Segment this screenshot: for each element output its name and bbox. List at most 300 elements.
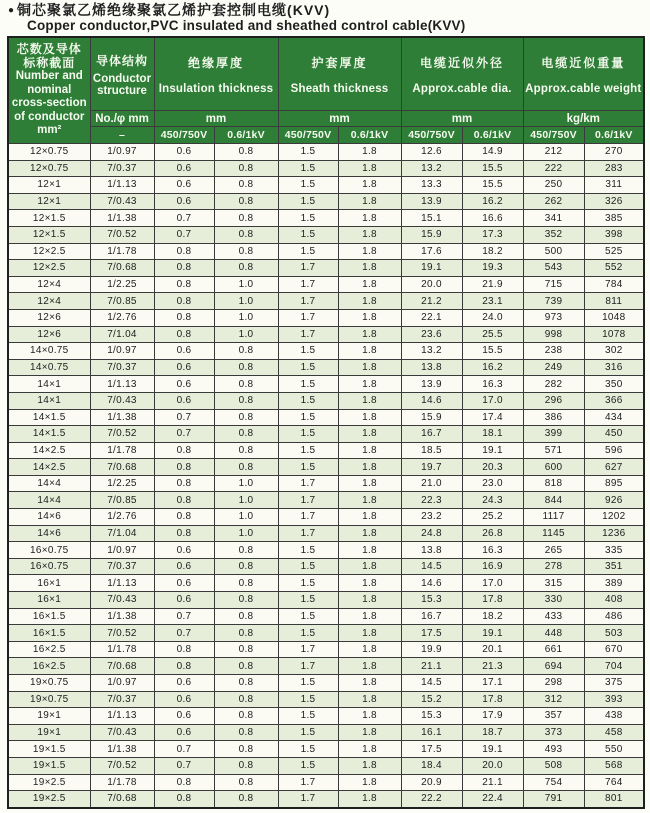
cell: 13.2 bbox=[401, 160, 462, 177]
cell: 16.2 bbox=[462, 193, 523, 210]
header-weight-en: Approx.cable weight bbox=[525, 82, 642, 95]
cell: 16.1 bbox=[401, 724, 462, 741]
cell: 1.5 bbox=[278, 625, 338, 642]
cell: 0.8 bbox=[214, 359, 278, 376]
cell: 278 bbox=[523, 558, 584, 575]
table-row bbox=[8, 260, 644, 277]
cell: 21.1 bbox=[401, 658, 462, 675]
table-body bbox=[8, 144, 644, 808]
cell: 0.8 bbox=[214, 708, 278, 725]
cell: 21.1 bbox=[462, 774, 523, 791]
unit-sheath: mm bbox=[278, 111, 401, 127]
cell: 508 bbox=[523, 757, 584, 774]
table-header bbox=[8, 37, 644, 144]
cell: 0.7 bbox=[154, 409, 214, 426]
cell: 0.8 bbox=[154, 525, 214, 542]
cell: 670 bbox=[584, 641, 644, 658]
cell: 926 bbox=[584, 492, 644, 509]
cell: 1.5 bbox=[278, 442, 338, 459]
cell: 17.0 bbox=[462, 392, 523, 409]
cell: 14×0.75 bbox=[8, 359, 90, 376]
cell: 1/2.76 bbox=[90, 309, 154, 326]
cell: 754 bbox=[523, 774, 584, 791]
cell: 1.8 bbox=[338, 791, 401, 808]
table-row bbox=[8, 326, 644, 343]
cell: 1.7 bbox=[278, 525, 338, 542]
cell: 0.8 bbox=[154, 442, 214, 459]
header-structure-sub: No./φ mm bbox=[90, 111, 154, 127]
cell: 7/1.04 bbox=[90, 525, 154, 542]
cell: 1.5 bbox=[278, 160, 338, 177]
header-cores-unit: mm² bbox=[37, 124, 62, 137]
cell: 973 bbox=[523, 309, 584, 326]
cell: 16×0.75 bbox=[8, 558, 90, 575]
cell: 19.1 bbox=[462, 625, 523, 642]
cell: 0.8 bbox=[214, 542, 278, 559]
cell: 12×0.75 bbox=[8, 144, 90, 161]
cell: 1.8 bbox=[338, 741, 401, 758]
cell: 0.8 bbox=[214, 641, 278, 658]
cell: 1.8 bbox=[338, 376, 401, 393]
cell: 25.5 bbox=[462, 326, 523, 343]
cell: 7/0.52 bbox=[90, 226, 154, 243]
cell: 0.8 bbox=[214, 675, 278, 692]
cell: 1.5 bbox=[278, 359, 338, 376]
page-title-block bbox=[0, 0, 650, 33]
cell: 0.6 bbox=[154, 343, 214, 360]
cell: 1145 bbox=[523, 525, 584, 542]
cell: 1/1.13 bbox=[90, 376, 154, 393]
cell: 627 bbox=[584, 459, 644, 476]
cell: 14×4 bbox=[8, 492, 90, 509]
cell: 393 bbox=[584, 691, 644, 708]
title-line-en: Copper conductor,PVC insulated and sheathed control cable(KVV) bbox=[27, 18, 466, 33]
cell: 15.1 bbox=[401, 210, 462, 227]
cell: 21.0 bbox=[401, 475, 462, 492]
header-structure-zh: 导体结构 bbox=[95, 53, 148, 68]
cell: 14×1.5 bbox=[8, 409, 90, 426]
cell: 311 bbox=[584, 177, 644, 194]
cell: 1.5 bbox=[278, 724, 338, 741]
cell: 24.3 bbox=[462, 492, 523, 509]
cell: 0.7 bbox=[154, 426, 214, 443]
table-row bbox=[8, 509, 644, 526]
cell: 270 bbox=[584, 144, 644, 161]
unit-weight: kg/km bbox=[523, 111, 644, 127]
cell: 341 bbox=[523, 210, 584, 227]
cell: 0.8 bbox=[214, 575, 278, 592]
header-cores-en1: Number and bbox=[15, 70, 83, 83]
cell: 458 bbox=[584, 724, 644, 741]
cell: 14×4 bbox=[8, 475, 90, 492]
table-row bbox=[8, 243, 644, 260]
cell: 1.8 bbox=[338, 675, 401, 692]
cell: 1.8 bbox=[338, 757, 401, 774]
cell: 7/0.52 bbox=[90, 757, 154, 774]
cell: 18.1 bbox=[462, 426, 523, 443]
cell: 1.0 bbox=[214, 326, 278, 343]
cell: 15.5 bbox=[462, 343, 523, 360]
cell: 19.1 bbox=[401, 260, 462, 277]
cell: 350 bbox=[584, 376, 644, 393]
cell: 22.3 bbox=[401, 492, 462, 509]
cell: 17.6 bbox=[401, 243, 462, 260]
cell: 0.6 bbox=[154, 542, 214, 559]
cell: 0.7 bbox=[154, 210, 214, 227]
cell: 571 bbox=[523, 442, 584, 459]
cell: 21.2 bbox=[401, 293, 462, 310]
cell: 13.8 bbox=[401, 359, 462, 376]
cell: 1.0 bbox=[214, 509, 278, 526]
cell: 408 bbox=[584, 592, 644, 609]
table-row bbox=[8, 641, 644, 658]
title-line-zh bbox=[8, 3, 650, 18]
cell: 16×1 bbox=[8, 592, 90, 609]
table-row bbox=[8, 724, 644, 741]
header-sheath-zh: 护套厚度 bbox=[311, 55, 368, 70]
cell: 0.6 bbox=[154, 708, 214, 725]
cell: 20.3 bbox=[462, 459, 523, 476]
cell: 1.5 bbox=[278, 691, 338, 708]
cell: 282 bbox=[523, 376, 584, 393]
cell: 661 bbox=[523, 641, 584, 658]
cell: 1.8 bbox=[338, 459, 401, 476]
cell: 19×1.5 bbox=[8, 741, 90, 758]
table-row bbox=[8, 675, 644, 692]
cell: 7/0.85 bbox=[90, 293, 154, 310]
cell: 26.8 bbox=[462, 525, 523, 542]
cell: 0.6 bbox=[154, 392, 214, 409]
cell: 16×1 bbox=[8, 575, 90, 592]
table-row bbox=[8, 309, 644, 326]
header-diameter bbox=[401, 37, 523, 111]
cell: 0.8 bbox=[214, 343, 278, 360]
header-cores-zh1: 芯数及导体 bbox=[16, 42, 82, 57]
cell: 0.7 bbox=[154, 608, 214, 625]
cell: 1.8 bbox=[338, 542, 401, 559]
cell: 801 bbox=[584, 791, 644, 808]
cell: 0.6 bbox=[154, 376, 214, 393]
cell: 1.5 bbox=[278, 542, 338, 559]
cell: 352 bbox=[523, 226, 584, 243]
cell: 7/0.37 bbox=[90, 691, 154, 708]
table-row bbox=[8, 442, 644, 459]
cell: 1.5 bbox=[278, 193, 338, 210]
cell: 1.7 bbox=[278, 658, 338, 675]
cable-spec-table bbox=[7, 36, 645, 809]
cell: 16.7 bbox=[401, 426, 462, 443]
cell: 0.8 bbox=[154, 791, 214, 808]
cell: 0.8 bbox=[214, 442, 278, 459]
header-insulation-zh: 绝缘厚度 bbox=[187, 55, 244, 70]
cell: 895 bbox=[584, 475, 644, 492]
table-row bbox=[8, 708, 644, 725]
cell: 15.3 bbox=[401, 592, 462, 609]
cell: 19×2.5 bbox=[8, 791, 90, 808]
cell: 1078 bbox=[584, 326, 644, 343]
cell: 19×0.75 bbox=[8, 675, 90, 692]
cell: 791 bbox=[523, 791, 584, 808]
table-row bbox=[8, 658, 644, 675]
cell: 13.9 bbox=[401, 193, 462, 210]
cell: 1.8 bbox=[338, 625, 401, 642]
cell: 1202 bbox=[584, 509, 644, 526]
header-diameter-en: Approx.cable dia. bbox=[412, 82, 512, 95]
cell: 17.9 bbox=[462, 708, 523, 725]
cell: 21.3 bbox=[462, 658, 523, 675]
cell: 398 bbox=[584, 226, 644, 243]
cell: 302 bbox=[584, 343, 644, 360]
cell: 7/0.43 bbox=[90, 392, 154, 409]
cell: 16.7 bbox=[401, 608, 462, 625]
table-row bbox=[8, 542, 644, 559]
cell: 0.6 bbox=[154, 193, 214, 210]
cell: 1.5 bbox=[278, 741, 338, 758]
cell: 1.8 bbox=[338, 575, 401, 592]
cell: 15.5 bbox=[462, 160, 523, 177]
cell: 1.8 bbox=[338, 309, 401, 326]
cell: 0.8 bbox=[154, 309, 214, 326]
cell: 0.8 bbox=[214, 459, 278, 476]
cell: 19.1 bbox=[462, 442, 523, 459]
volt-diameter-450: 450/750V bbox=[401, 127, 462, 144]
cell: 16×1.5 bbox=[8, 625, 90, 642]
table-row bbox=[8, 193, 644, 210]
cell: 1.7 bbox=[278, 293, 338, 310]
cell: 1.8 bbox=[338, 193, 401, 210]
table-row bbox=[8, 492, 644, 509]
cell: 1/0.97 bbox=[90, 144, 154, 161]
cell: 1.0 bbox=[214, 525, 278, 542]
cell: 0.8 bbox=[214, 757, 278, 774]
volt-diameter-06: 0.6/1kV bbox=[462, 127, 523, 144]
cell: 17.3 bbox=[462, 226, 523, 243]
cell: 296 bbox=[523, 392, 584, 409]
cell: 525 bbox=[584, 243, 644, 260]
cell: 17.8 bbox=[462, 691, 523, 708]
cell: 23.6 bbox=[401, 326, 462, 343]
cell: 1.8 bbox=[338, 160, 401, 177]
cell: 486 bbox=[584, 608, 644, 625]
cell: 7/0.68 bbox=[90, 791, 154, 808]
cell: 1.8 bbox=[338, 293, 401, 310]
cell: 12×0.75 bbox=[8, 160, 90, 177]
cell: 12×4 bbox=[8, 293, 90, 310]
table-row bbox=[8, 575, 644, 592]
cell: 1/2.25 bbox=[90, 475, 154, 492]
cell: 596 bbox=[584, 442, 644, 459]
cell: 1.8 bbox=[338, 392, 401, 409]
cell: 0.8 bbox=[154, 276, 214, 293]
table-row bbox=[8, 392, 644, 409]
table-row bbox=[8, 177, 644, 194]
cell: 12×6 bbox=[8, 326, 90, 343]
cell: 1.5 bbox=[278, 459, 338, 476]
cell: 14×6 bbox=[8, 525, 90, 542]
cell: 0.6 bbox=[154, 592, 214, 609]
cell: 14×1 bbox=[8, 392, 90, 409]
cell: 20.1 bbox=[462, 641, 523, 658]
cell: 7/0.52 bbox=[90, 426, 154, 443]
cell: 0.8 bbox=[214, 144, 278, 161]
cell: 265 bbox=[523, 542, 584, 559]
cell: 0.8 bbox=[214, 691, 278, 708]
cell: 0.7 bbox=[154, 625, 214, 642]
cell: 1/1.38 bbox=[90, 608, 154, 625]
cell: 12×1 bbox=[8, 177, 90, 194]
cell: 1/1.13 bbox=[90, 575, 154, 592]
cell: 1048 bbox=[584, 309, 644, 326]
cell: 366 bbox=[584, 392, 644, 409]
cell: 16×1.5 bbox=[8, 608, 90, 625]
cell: 998 bbox=[523, 326, 584, 343]
table-row bbox=[8, 160, 644, 177]
cell: 212 bbox=[523, 144, 584, 161]
volt-insulation-450: 450/750V bbox=[154, 127, 214, 144]
volt-weight-450: 450/750V bbox=[523, 127, 584, 144]
cell: 0.8 bbox=[154, 459, 214, 476]
cell: 552 bbox=[584, 260, 644, 277]
cell: 19×1 bbox=[8, 724, 90, 741]
cell: 704 bbox=[584, 658, 644, 675]
cell: 12×1 bbox=[8, 193, 90, 210]
cell: 1.8 bbox=[338, 343, 401, 360]
cell: 0.8 bbox=[214, 409, 278, 426]
cell: 1.7 bbox=[278, 791, 338, 808]
header-cores bbox=[8, 37, 90, 144]
cell: 0.7 bbox=[154, 757, 214, 774]
cell: 1.8 bbox=[338, 210, 401, 227]
cell: 15.3 bbox=[401, 708, 462, 725]
cell: 0.8 bbox=[154, 243, 214, 260]
cell: 12×4 bbox=[8, 276, 90, 293]
cell: 434 bbox=[584, 409, 644, 426]
cell: 1.0 bbox=[214, 276, 278, 293]
cell: 1.8 bbox=[338, 475, 401, 492]
cell: 1.8 bbox=[338, 326, 401, 343]
cell: 16.3 bbox=[462, 542, 523, 559]
cell: 1.5 bbox=[278, 708, 338, 725]
cell: 0.6 bbox=[154, 177, 214, 194]
cell: 14.5 bbox=[401, 675, 462, 692]
cell: 818 bbox=[523, 475, 584, 492]
cell: 12×1.5 bbox=[8, 210, 90, 227]
cell: 0.8 bbox=[214, 774, 278, 791]
cell: 13.2 bbox=[401, 343, 462, 360]
cell: 1.8 bbox=[338, 409, 401, 426]
cell: 438 bbox=[584, 708, 644, 725]
cell: 1/1.38 bbox=[90, 409, 154, 426]
cell: 450 bbox=[584, 426, 644, 443]
cell: 0.8 bbox=[154, 293, 214, 310]
cell: 7/0.43 bbox=[90, 724, 154, 741]
cell: 1.8 bbox=[338, 691, 401, 708]
cell: 0.8 bbox=[154, 641, 214, 658]
header-cores-en2: nominal bbox=[27, 83, 72, 96]
cell: 493 bbox=[523, 741, 584, 758]
cell: 1.0 bbox=[214, 492, 278, 509]
cell: 1.5 bbox=[278, 226, 338, 243]
cell: 0.8 bbox=[214, 193, 278, 210]
cell: 0.8 bbox=[214, 658, 278, 675]
cell: 0.8 bbox=[214, 625, 278, 642]
cell: 1.8 bbox=[338, 558, 401, 575]
cell: 17.0 bbox=[462, 575, 523, 592]
cell: 12×2.5 bbox=[8, 243, 90, 260]
cell: 1.7 bbox=[278, 475, 338, 492]
cell: 0.8 bbox=[154, 509, 214, 526]
cell: 1/0.97 bbox=[90, 675, 154, 692]
cell: 18.4 bbox=[401, 757, 462, 774]
cell: 0.8 bbox=[214, 392, 278, 409]
cell: 7/0.43 bbox=[90, 592, 154, 609]
table-row bbox=[8, 293, 644, 310]
cell: 249 bbox=[523, 359, 584, 376]
cell: 1.0 bbox=[214, 309, 278, 326]
cell: 16×0.75 bbox=[8, 542, 90, 559]
cell: 14.9 bbox=[462, 144, 523, 161]
cell: 7/0.37 bbox=[90, 558, 154, 575]
cell: 326 bbox=[584, 193, 644, 210]
cell: 1.8 bbox=[338, 525, 401, 542]
table-row bbox=[8, 276, 644, 293]
cell: 1.7 bbox=[278, 260, 338, 277]
cell: 0.8 bbox=[214, 608, 278, 625]
volt-weight-06: 0.6/1kV bbox=[584, 127, 644, 144]
cell: 1/2.25 bbox=[90, 276, 154, 293]
cell: 1117 bbox=[523, 509, 584, 526]
cell: 0.7 bbox=[154, 226, 214, 243]
cell: 12.6 bbox=[401, 144, 462, 161]
cell: 22.4 bbox=[462, 791, 523, 808]
title-zh-text: 铜芯聚氯乙烯绝缘聚氯乙烯护套控制电缆(KVV) bbox=[17, 2, 331, 18]
cell: 0.8 bbox=[214, 210, 278, 227]
cell: 1.5 bbox=[278, 675, 338, 692]
cell: 24.8 bbox=[401, 525, 462, 542]
table-row bbox=[8, 343, 644, 360]
cell: 20.9 bbox=[401, 774, 462, 791]
cell: 23.1 bbox=[462, 293, 523, 310]
cell: 351 bbox=[584, 558, 644, 575]
bullet-icon: ● bbox=[8, 5, 15, 16]
cell: 1.5 bbox=[278, 376, 338, 393]
cell: 0.6 bbox=[154, 160, 214, 177]
cell: 20.0 bbox=[401, 276, 462, 293]
cell: 373 bbox=[523, 724, 584, 741]
cell: 0.8 bbox=[214, 592, 278, 609]
table-row bbox=[8, 210, 644, 227]
cell: 1/0.97 bbox=[90, 542, 154, 559]
table-row bbox=[8, 558, 644, 575]
cell: 1.7 bbox=[278, 492, 338, 509]
cell: 0.8 bbox=[214, 558, 278, 575]
cell: 1.5 bbox=[278, 144, 338, 161]
cell: 433 bbox=[523, 608, 584, 625]
cell: 1.7 bbox=[278, 309, 338, 326]
cell: 568 bbox=[584, 757, 644, 774]
cell: 7/0.68 bbox=[90, 459, 154, 476]
table-row bbox=[8, 608, 644, 625]
cell: 0.6 bbox=[154, 675, 214, 692]
table-row bbox=[8, 409, 644, 426]
cell: 385 bbox=[584, 210, 644, 227]
cell: 1.0 bbox=[214, 293, 278, 310]
unit-insulation: mm bbox=[154, 111, 278, 127]
cell: 386 bbox=[523, 409, 584, 426]
cell: 1/1.78 bbox=[90, 442, 154, 459]
cell: 7/0.85 bbox=[90, 492, 154, 509]
cell: 1.7 bbox=[278, 276, 338, 293]
